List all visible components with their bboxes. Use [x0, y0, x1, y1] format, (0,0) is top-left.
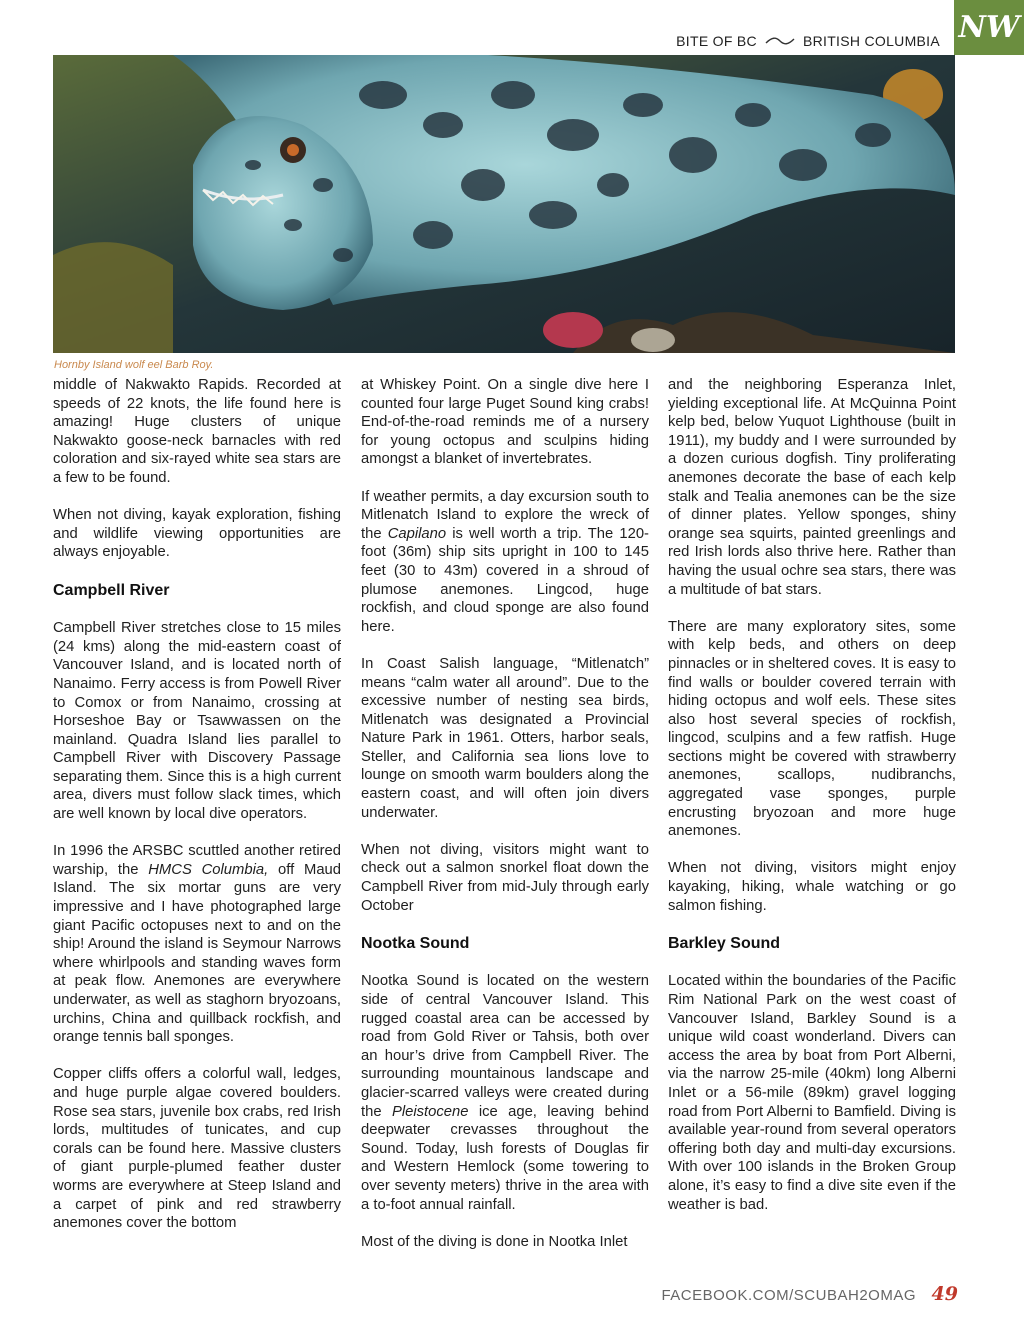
article-column-2 [361, 376, 649, 1270]
text-run: off Maud Island. The six mortar guns are very impressive and I have photographed large giant Pacific octopuses next to and on the ship! Around the island is Seymour Narrows where whirlpools and standing waves form at peak flow. Anemones are everywhere underwater, as well as staghorn bryozoans, urchins, China and quillback rockfish, and orange tennis ball sponges. [53, 861, 342, 1046]
paragraph: When not diving, kayak exploration, fishing and wildlife viewing opportunities are always enjoyable. [53, 507, 341, 561]
paragraph [361, 488, 649, 637]
page-number: 49 [931, 1283, 958, 1305]
text-run: ice age, leaving behind deepwater crevasses throughout the Sound. Today, lush forests of Douglas fir and Western Hemlock (some towering to over seventy meters) thrive in the area with a to-foot annual rainfall. [361, 1103, 649, 1213]
section-heading-campbell-river: Campbell River [53, 581, 170, 599]
paragraph: When not diving, visitors might want to check out a salmon snorkel float down the Campbell River from mid-July through early October [361, 841, 649, 914]
kicker-left: BITE OF BC [676, 33, 757, 49]
paragraph: Most of the diving is done in Nootka Inlet [361, 1233, 628, 1250]
ship-name: Capilano [387, 525, 447, 542]
ship-name: HMCS Columbia, [148, 861, 269, 878]
wave-divider-icon [765, 36, 795, 46]
era-name: Pleistocene [391, 1103, 469, 1120]
paragraph: There are many exploratory sites, some with kelp beds, and others on deep pinnacles or in sheltered coves. It is easy to find walls or boulder covered terrain with hiding octopus and wolf eels. These sites also host several species of rockfish, lingcod, sculpins and a few ratfish. Huge sections might be covered with strawberry anemones, scallops, nudibranchs, aggregated vase sponges, purple encrusting bryozoan and more huge anemones. [668, 618, 956, 840]
paragraph [53, 842, 341, 1047]
article-column-1 [53, 376, 341, 1251]
wolf-eel-photo [53, 55, 955, 353]
paragraph: Located within the boundaries of the Pacific Rim National Park on the west coast of Vancouver Island, Barkley Sound is a unique wild coast wonderland. Divers can access the area by boat from Port Alberni, via the narrow 25-mile (40km) long Alberni Inlet or a 56-mile (89km) gravel logging road from Port Alberni to Bamfield. Diving is available year-round from several operators offering both day and multi-day excursions. With over 100 islands in the Broken Group alone, it’s easy to find a dive site even if the weather is bad. [668, 973, 956, 1213]
section-kicker [676, 33, 940, 49]
section-badge: NW [954, 0, 1024, 55]
text-run: is well worth a trip. The 120-foot (36m) ship sits upright in 100 to 145 feet (30 to 43m) covered in a shroud of plumose anemones. Lingcod, huge rockfish, and cloud sponge are also found here. [361, 525, 649, 635]
kicker-right: BRITISH COLUMBIA [802, 33, 940, 49]
paragraph: at Whiskey Point. On a single dive here I counted four large Puget Sound king crabs! End-of-the-road reminds me of a nursery for young octopus and sculpins hiding amongst a blanket of invertebrates. [361, 377, 649, 468]
wolf-eel-illustration [53, 55, 955, 353]
photo-caption: Hornby Island wolf eel Barb Roy. [54, 359, 214, 371]
text-run: In 1996 the ARSBC scuttled another retired warship, the [53, 843, 341, 878]
section-heading-barkley-sound: Barkley Sound [668, 934, 781, 952]
article-column-3 [668, 376, 956, 1233]
paragraph: and the neighboring Esperanza Inlet, yielding exceptional life. At McQuinna Point kelp bed, below Yuquot Lighthouse (built in 1911), my buddy and I were surrounded by a dozen curious dogfish. Tiny proliferating anemones decorate the base of each kelp stalk and Tealia anemones can be the size of dinner plates. Yellow sponges, shiny orange sea squirts, painted greenlings and red Irish lords also thrive here. Rather than having the usual ochre sea stars, there was a multitude of bat stars. [668, 377, 956, 598]
paragraph: middle of Nakwakto Rapids. Recorded at speeds of 22 knots, the life found here is amazing! Huge clusters of unique Nakwakto goose-neck barnacles with red coloration and six-rayed white sea stars are a few to be found. [53, 377, 341, 486]
text-run: If weather permits, a day excursion south to Mitlenatch Island to explore the wreck of the [361, 488, 649, 542]
paragraph: Copper cliffs offers a colorful wall, ledges, and huge purple algae covered boulders. Rose sea stars, juvenile box crabs, red Irish lords, multitudes of tunicates, and cup corals can be found here. Massive clusters of giant purple-plumed feather duster worms are everywhere at Steep Island and a carpet of pink and red strawberry anemones cover the bottom [53, 1066, 341, 1232]
text-run: Nootka Sound is located on the western side of central Vancouver Island. This rugged coastal area can be accessed by road from Gold River or Tahsis, both over an hour’s drive from Campbell River. The surrounding mountainous landscape and glacier-scarred valleys were created during the [361, 973, 649, 1120]
section-heading-nootka-sound: Nootka Sound [361, 934, 470, 952]
paragraph: Campbell River stretches close to 15 miles (24 kms) along the mid-eastern coast of Vancouver Island, and is located north of Nanaimo. Ferry access is from Powell River to Comox or from Nanaimo, crossing at Horseshoe Bay or Tsawwassen on the mainland. Quadra Island lies parallel to Campbell River with Discovery Passage separating them. Since this is a high current area, divers must follow slack times, which are well known by local dive operators. [53, 620, 341, 823]
paragraph: When not diving, visitors might enjoy kayaking, hiking, whale watching or go salmon fishing. [668, 860, 956, 914]
footer-website: FACEBOOK.COM/SCUBAH2OMAG [661, 1287, 916, 1304]
paragraph [361, 972, 649, 1214]
paragraph: In Coast Salish language, “Mitlenatch” means “calm water all around”. Due to the excessive number of nesting sea birds, Mitlenatch was designated a Provincial Nature Park in 1961. Otters, harbor seals, Steller, and California sea lions love to lounge on smooth warm boulders along the eastern coast, and will often join divers underwater. [361, 655, 649, 821]
